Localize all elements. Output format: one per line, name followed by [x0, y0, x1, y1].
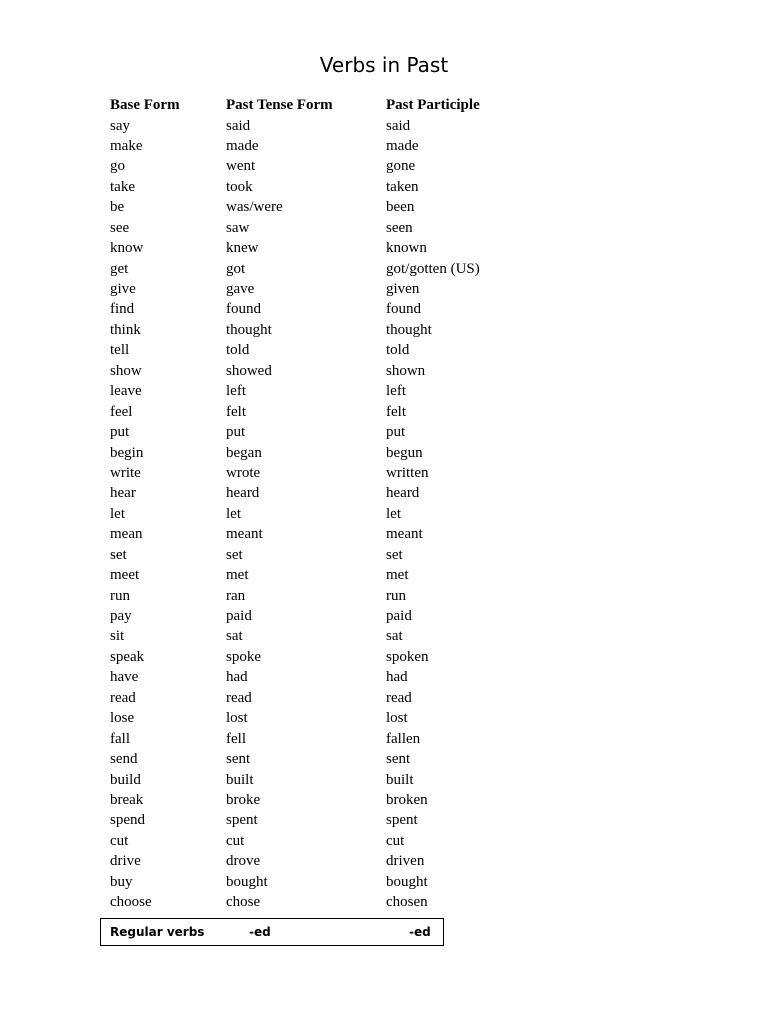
past-participle-cell: shown	[386, 362, 426, 379]
regular-participle-suffix: -ed	[409, 925, 431, 939]
past-tense-cell: felt	[226, 403, 246, 420]
past-participle-cell: spoken	[386, 648, 429, 665]
verb-table	[110, 94, 546, 913]
base-form-cell: meet	[110, 567, 140, 584]
past-tense-cell: cut	[226, 832, 245, 849]
past-participle-cell: found	[386, 301, 421, 318]
base-form-cell: drive	[110, 853, 141, 870]
base-form-cell: go	[110, 158, 125, 175]
past-tense-cell: showed	[226, 362, 272, 379]
regular-past-suffix: -ed	[249, 925, 271, 939]
past-participle-cell: fallen	[386, 730, 421, 747]
base-form-cell: build	[110, 771, 141, 788]
base-form-cell: feel	[110, 403, 133, 420]
table-row	[110, 810, 546, 830]
table-row	[110, 422, 546, 442]
base-form-cell: think	[110, 321, 141, 338]
past-tense-cell: heard	[226, 485, 260, 502]
past-tense-cell: thought	[226, 321, 272, 338]
base-form-cell: run	[110, 587, 130, 604]
past-participle-cell: set	[386, 546, 403, 563]
past-tense-cell: ran	[226, 587, 246, 604]
table-row	[110, 851, 546, 871]
past-participle-cell: read	[386, 689, 412, 706]
past-participle-cell: gone	[386, 158, 416, 175]
table-row	[110, 524, 546, 544]
header-base-form: Base Form	[110, 97, 180, 113]
base-form-cell: pay	[110, 608, 132, 624]
past-participle-cell: said	[386, 117, 411, 134]
table-row	[110, 177, 546, 197]
base-form-cell: take	[110, 178, 135, 195]
base-form-cell: get	[110, 260, 129, 277]
past-tense-cell: read	[226, 689, 252, 706]
past-tense-cell: gave	[226, 281, 255, 297]
base-form-cell: put	[110, 424, 130, 441]
table-row	[110, 279, 546, 299]
past-tense-cell: began	[226, 444, 262, 461]
past-tense-cell: had	[226, 669, 248, 686]
table-row	[110, 626, 546, 646]
past-participle-cell: built	[386, 771, 414, 788]
table-row	[110, 463, 546, 483]
past-tense-cell: saw	[226, 219, 250, 236]
base-form-cell: have	[110, 669, 139, 686]
past-participle-cell: driven	[386, 853, 425, 870]
past-participle-cell: run	[386, 587, 406, 604]
base-form-cell: lose	[110, 710, 135, 727]
past-tense-cell: sat	[226, 628, 243, 645]
past-tense-cell: told	[226, 342, 250, 359]
table-row	[110, 116, 546, 136]
base-form-cell: find	[110, 301, 135, 318]
table-row	[110, 688, 546, 708]
table-row	[110, 238, 546, 258]
past-tense-cell: spent	[226, 812, 258, 829]
past-tense-cell: broke	[226, 791, 261, 808]
base-form-cell: say	[110, 117, 130, 134]
past-tense-cell: made	[226, 137, 259, 154]
base-form-cell: make	[110, 137, 143, 154]
past-participle-cell: got/gotten (US)	[386, 260, 480, 277]
table-row	[110, 606, 546, 626]
past-participle-cell: thought	[386, 321, 432, 338]
table-row	[110, 156, 546, 176]
table-row	[110, 770, 546, 790]
past-participle-cell: let	[386, 505, 401, 522]
past-participle-cell: cut	[386, 832, 405, 849]
past-participle-cell: lost	[386, 710, 408, 727]
base-form-cell: break	[110, 791, 144, 808]
past-participle-cell: sent	[386, 751, 411, 768]
past-participle-cell: told	[386, 342, 410, 359]
table-row	[110, 545, 546, 565]
table-row	[110, 872, 546, 892]
past-tense-cell: drove	[226, 853, 261, 870]
past-tense-cell: chose	[226, 894, 261, 911]
past-tense-cell: was/were	[226, 199, 283, 216]
past-tense-cell: built	[226, 771, 254, 788]
past-tense-cell: met	[226, 567, 249, 584]
base-form-cell: begin	[110, 444, 144, 461]
past-tense-cell: knew	[226, 240, 259, 257]
past-participle-cell: given	[386, 281, 420, 297]
past-tense-cell: said	[226, 117, 251, 134]
past-tense-cell: set	[226, 546, 243, 563]
base-form-cell: buy	[110, 873, 133, 890]
base-form-cell: know	[110, 240, 144, 257]
past-tense-cell: let	[226, 505, 241, 522]
table-row	[110, 299, 546, 319]
table-row	[110, 361, 546, 381]
base-form-cell: see	[110, 219, 130, 236]
past-participle-cell: seen	[386, 219, 413, 236]
past-tense-cell: got	[226, 260, 246, 277]
past-participle-cell: paid	[386, 608, 412, 624]
table-row	[110, 218, 546, 238]
past-participle-cell: put	[386, 424, 406, 441]
past-tense-cell: put	[226, 424, 246, 441]
past-participle-cell: felt	[386, 403, 406, 420]
regular-verbs-label: Regular verbs	[110, 925, 205, 939]
table-row	[110, 729, 546, 749]
past-participle-cell: been	[386, 199, 415, 216]
past-participle-cell: meant	[386, 526, 423, 543]
table-row	[110, 197, 546, 217]
past-participle-cell: known	[386, 240, 427, 257]
base-form-cell: hear	[110, 485, 136, 502]
base-form-cell: sit	[110, 628, 125, 645]
past-participle-cell: chosen	[386, 894, 428, 911]
regular-verbs-note	[100, 918, 444, 946]
base-form-cell: choose	[110, 894, 152, 911]
table-row	[110, 892, 546, 912]
past-tense-cell: sent	[226, 751, 251, 768]
table-row	[110, 749, 546, 769]
past-participle-cell: begun	[386, 444, 423, 461]
past-participle-cell: sat	[386, 628, 403, 645]
table-row	[110, 647, 546, 667]
table-row	[110, 586, 546, 606]
past-participle-cell: bought	[386, 873, 428, 890]
past-tense-cell: left	[226, 383, 246, 400]
base-form-cell: be	[110, 199, 125, 216]
past-participle-cell: broken	[386, 791, 428, 808]
base-form-cell: let	[110, 505, 125, 522]
past-participle-cell: written	[386, 464, 429, 481]
table-row	[110, 381, 546, 401]
base-form-cell: spend	[110, 812, 145, 829]
base-form-cell: show	[110, 362, 142, 379]
base-form-cell: write	[110, 464, 141, 481]
base-form-cell: cut	[110, 832, 129, 849]
past-participle-cell: spent	[386, 812, 418, 829]
base-form-cell: read	[110, 689, 136, 706]
past-participle-cell: had	[386, 669, 408, 686]
table-row	[110, 402, 546, 422]
header-past-tense-form: Past Tense Form	[226, 97, 333, 113]
table-row	[110, 136, 546, 156]
base-form-cell: give	[110, 281, 136, 297]
table-row	[110, 443, 546, 463]
base-form-cell: set	[110, 546, 127, 563]
table-header-row	[110, 94, 546, 116]
past-tense-cell: found	[226, 301, 261, 318]
past-tense-cell: wrote	[226, 464, 261, 481]
past-participle-cell: left	[386, 383, 406, 400]
table-row	[110, 790, 546, 810]
past-tense-cell: lost	[226, 710, 248, 727]
base-form-cell: mean	[110, 526, 143, 543]
past-participle-cell: heard	[386, 485, 420, 502]
past-tense-cell: bought	[226, 873, 268, 890]
table-row	[110, 565, 546, 585]
table-row	[110, 259, 546, 279]
past-tense-cell: paid	[226, 608, 252, 624]
page-title: Verbs in Past	[319, 53, 449, 77]
header-past-participle: Past Participle	[386, 97, 480, 113]
base-form-cell: leave	[110, 383, 142, 400]
base-form-cell: tell	[110, 342, 130, 359]
past-participle-cell: taken	[386, 178, 419, 195]
past-participle-cell: met	[386, 567, 409, 584]
table-row	[110, 831, 546, 851]
table-row	[110, 667, 546, 687]
table-row	[110, 340, 546, 360]
past-tense-cell: took	[226, 178, 253, 195]
past-tense-cell: went	[226, 158, 256, 175]
table-row	[110, 320, 546, 340]
base-form-cell: speak	[110, 648, 145, 665]
past-participle-cell: made	[386, 137, 419, 154]
past-tense-cell: spoke	[226, 648, 261, 665]
table-row	[110, 708, 546, 728]
base-form-cell: fall	[110, 730, 130, 747]
table-row	[110, 504, 546, 524]
past-tense-cell: meant	[226, 526, 263, 543]
past-tense-cell: fell	[226, 730, 246, 747]
table-row	[110, 483, 546, 503]
base-form-cell: send	[110, 751, 138, 768]
